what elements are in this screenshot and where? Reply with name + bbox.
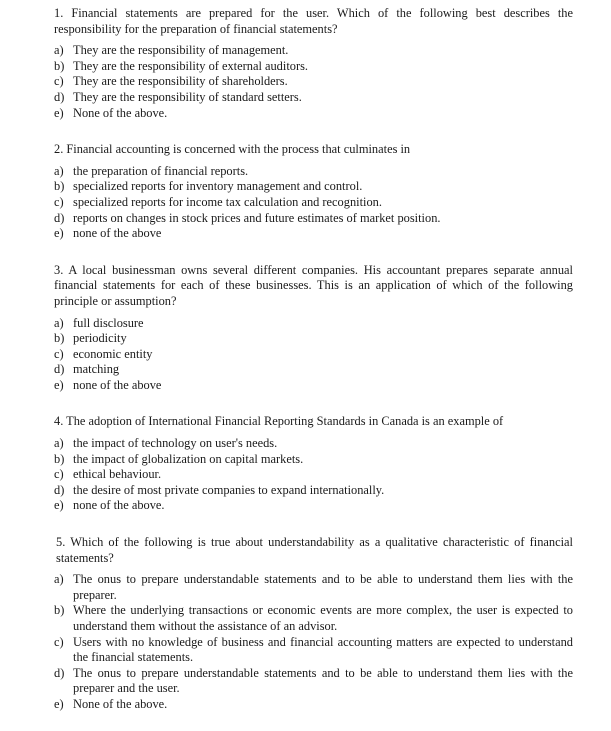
- option-text: periodicity: [73, 331, 127, 346]
- option-4c: [54, 467, 573, 483]
- option-3b: [54, 331, 573, 347]
- option-letter: d): [54, 210, 65, 225]
- option-text: None of the above.: [73, 696, 168, 711]
- option-letter: c): [54, 346, 64, 361]
- option-text: the impact of technology on user's needs.: [73, 436, 278, 451]
- option-letter: a): [54, 43, 64, 58]
- option-text: The onus to prepare understandable statements and to be able to understand them lies with the preparer.: [73, 572, 573, 602]
- option-letter: c): [54, 194, 64, 209]
- option-letter: e): [54, 696, 64, 711]
- option-text: matching: [73, 362, 120, 377]
- option-letter: d): [54, 89, 65, 104]
- option-letter: c): [54, 467, 64, 482]
- option-letter: d): [54, 482, 65, 497]
- option-text: They are the responsibility of external auditors.: [73, 58, 309, 73]
- option-letter: d): [54, 362, 65, 377]
- question-1-options: [54, 43, 573, 121]
- option-1d: [54, 90, 573, 106]
- option-4e: [54, 498, 573, 514]
- option-text: the desire of most private companies to expand internationally.: [73, 482, 385, 497]
- option-letter: a): [54, 436, 64, 451]
- option-3d: [54, 362, 573, 378]
- question-3-options: [54, 316, 573, 394]
- option-text: They are the responsibility of shareholders.: [73, 74, 288, 89]
- option-letter: e): [54, 498, 64, 513]
- option-2d: [54, 211, 573, 227]
- option-letter: c): [54, 74, 64, 89]
- option-text: none of the above: [73, 226, 162, 241]
- question-2-text: 2. Financial accounting is concerned with the process that culminates in: [54, 142, 411, 157]
- option-4b: [54, 452, 573, 468]
- option-text: Where the underlying transactions or economic events are more complex, the user is expected to understand them without the assistance of an advisor.: [73, 603, 573, 633]
- option-1b: [54, 59, 573, 75]
- question-2-options: [54, 164, 573, 242]
- option-letter: e): [54, 377, 64, 392]
- option-1a: [54, 43, 573, 59]
- option-2e: [54, 226, 573, 242]
- option-text: economic entity: [73, 346, 153, 361]
- option-text: Users with no knowledge of business and financial accounting matters are expected to understand the financial statements.: [73, 634, 573, 665]
- option-text: the preparation of financial reports.: [73, 163, 249, 178]
- option-letter: d): [54, 665, 65, 680]
- option-5d: [54, 666, 573, 697]
- option-letter: a): [54, 315, 64, 330]
- option-5b: [54, 603, 573, 634]
- option-text: specialized reports for income tax calculation and recognition.: [73, 194, 382, 209]
- option-text: full disclosure: [73, 315, 144, 330]
- option-5a: [54, 572, 573, 603]
- question-4: [54, 414, 573, 514]
- option-letter: b): [54, 58, 65, 73]
- option-letter: b): [54, 451, 65, 466]
- option-3a: [54, 316, 573, 332]
- option-4a: [54, 436, 573, 452]
- option-letter: a): [54, 163, 64, 178]
- option-letter: a): [54, 572, 64, 587]
- question-2: [54, 142, 573, 242]
- option-text: none of the above.: [73, 498, 165, 513]
- option-5c: [54, 635, 573, 666]
- question-5-text: 5. Which of the following is true about understandability as a qualitative characteristic of financial statements?: [56, 535, 573, 565]
- option-letter: b): [54, 331, 65, 346]
- option-3c: [54, 347, 573, 363]
- question-3-text: 3. A local businessman owns several different companies. His accountant prepares separate annual financial statements for each of these businesses. This is an application of which of the following principle or assumption?: [54, 262, 573, 308]
- option-1e: [54, 106, 573, 122]
- option-text: They are the responsibility of management.: [73, 43, 289, 58]
- option-text: the impact of globalization on capital markets.: [73, 451, 304, 466]
- option-5e: [54, 697, 573, 713]
- question-3: [54, 263, 573, 394]
- option-2b: [54, 179, 573, 195]
- option-text: none of the above: [73, 377, 162, 392]
- option-letter: e): [54, 226, 64, 241]
- option-letter: b): [54, 603, 65, 618]
- option-letter: c): [54, 634, 64, 649]
- option-text: reports on changes in stock prices and future estimates of market position.: [73, 210, 441, 225]
- option-text: None of the above.: [73, 105, 168, 120]
- option-letter: e): [54, 105, 64, 120]
- question-5: [54, 535, 573, 713]
- option-letter: b): [54, 179, 65, 194]
- option-3e: [54, 378, 573, 394]
- question-1-text: 1. Financial statements are prepared for the user. Which of the following best describes the responsibility for the preparation of financial statements?: [54, 6, 573, 36]
- option-text: The onus to prepare understandable statements and to be able to understand them lies with the preparer and the user.: [73, 665, 573, 696]
- question-4-text: 4. The adoption of International Financial Reporting Standards in Canada is an example of: [54, 414, 504, 429]
- option-4d: [54, 483, 573, 499]
- option-1c: [54, 74, 573, 90]
- option-text: specialized reports for inventory management and control.: [73, 179, 363, 194]
- option-2c: [54, 195, 573, 211]
- option-2a: [54, 164, 573, 180]
- question-5-options: [54, 572, 573, 712]
- question-1: [54, 6, 573, 121]
- question-4-options: [54, 436, 573, 514]
- option-text: They are the responsibility of standard setters.: [73, 89, 302, 104]
- option-text: ethical behaviour.: [73, 467, 162, 482]
